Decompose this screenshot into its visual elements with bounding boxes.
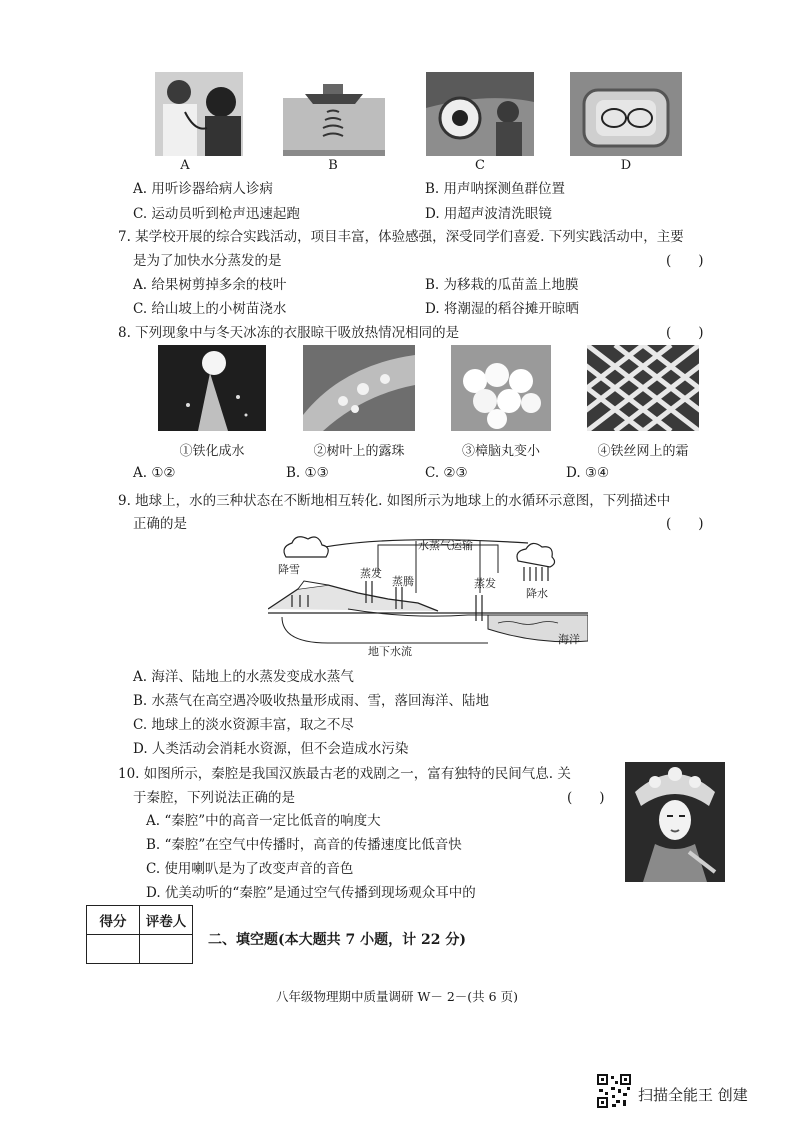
q6-option-b: B. 用声呐探测鱼群位置 <box>425 181 566 197</box>
q6-photo-a-stethoscope <box>155 72 243 156</box>
dew-leaf-icon <box>303 345 415 431</box>
diagram-label-ocean: 海洋 <box>558 633 580 646</box>
q9-answer-paren: ( ) <box>666 516 704 532</box>
q10-option-d: D. 优美动听的“秦腔”是通过空气传播到现场观众耳中的 <box>146 885 476 901</box>
q10-photo-qinqiang-performer <box>625 762 725 882</box>
q8-caption-1: ①铁化成水 <box>179 444 245 459</box>
camphor-balls-icon <box>451 345 551 431</box>
q7-option-d: D. 将潮湿的稻谷摊开晾晒 <box>425 301 579 317</box>
q10-answer-paren: ( ) <box>567 790 605 806</box>
diagram-label-vapor-transport: 水蒸气运输 <box>418 539 473 552</box>
q9-option-a: A. 海洋、陆地上的水蒸发变成水蒸气 <box>133 669 354 685</box>
score-table <box>86 905 193 964</box>
qr-code-graphic <box>596 1073 632 1109</box>
q10-option-b: B. “秦腔”在空气中传播时，高音的传播速度比低音快 <box>146 837 462 853</box>
q6-photo-d-ultrasonic-cleaner <box>570 72 682 156</box>
q10-option-a: A. “秦腔”中的高音一定比低音的响度大 <box>146 813 381 829</box>
diagram-label-groundwater: 地下水流 <box>368 645 412 658</box>
q8-option-b: B. ①③ <box>286 465 329 481</box>
grader-header: 评卷人 <box>140 906 193 935</box>
sonar-boat-icon <box>283 72 385 156</box>
score-header: 得分 <box>87 906 140 935</box>
q7-option-c: C. 给山坡上的小树苗浇水 <box>133 301 287 317</box>
q7-option-b: B. 为移栽的瓜苗盖上地膜 <box>425 277 579 293</box>
q6-label-d: D <box>620 158 632 173</box>
q6-label-c: C <box>475 158 485 173</box>
q6-label-b: B <box>328 158 338 173</box>
q8-option-d: D. ③④ <box>566 465 610 481</box>
stethoscope-scene-icon <box>155 72 243 156</box>
q8-caption-2: ②树叶上的露珠 <box>313 444 405 459</box>
q8-caption-3: ③樟脑丸变小 <box>461 444 540 459</box>
q7-option-a: A. 给果树剪掉多余的枝叶 <box>133 277 287 293</box>
q10-option-c: C. 使用喇叭是为了改变声音的音色 <box>146 861 354 877</box>
q6-photo-c-starting-gun <box>426 72 534 156</box>
score-cell <box>87 935 140 964</box>
q8-photo-camphor-balls <box>451 345 551 431</box>
q8-answer-paren: ( ) <box>666 325 704 341</box>
q6-option-c: C. 运动员听到枪声迅速起跑 <box>133 206 300 222</box>
diagram-label-evaporation-land: 蒸发 <box>360 567 382 580</box>
frost-wire-mesh-icon <box>587 345 699 431</box>
q8-photo-dew-on-leaf <box>303 345 415 431</box>
q9-option-c: C. 地球上的淡水资源丰富，取之不尽 <box>133 717 354 733</box>
section-2-heading: 二、填空题(本大题共 7 小题，计 22 分) <box>208 932 466 948</box>
page-footer: 八年级物理期中质量调研 W－ 2－(共 6 页) <box>276 989 518 1004</box>
q10-stem-line2: 于秦腔，下列说法正确的是 <box>133 790 295 806</box>
grader-cell <box>140 935 193 964</box>
qr-code-icon <box>596 1073 632 1109</box>
diagram-label-evaporation-ocean: 蒸发 <box>474 577 496 590</box>
q9-stem-line2: 正确的是 <box>133 516 187 532</box>
q8-photo-frost-on-wire <box>587 345 699 431</box>
q8-photo-iron-melting <box>158 345 266 431</box>
q7-stem-line1: 7. 某学校开展的综合实践活动，项目丰富，体验感强，深受同学们喜爱. 下列实践活动中，主要 <box>118 229 684 245</box>
q8-caption-4: ④铁丝网上的霜 <box>597 444 689 459</box>
starting-gun-icon <box>426 72 534 156</box>
q6-option-d: D. 用超声波清洗眼镜 <box>425 206 552 222</box>
scanner-brand-text: 扫描全能王 创建 <box>638 1086 748 1104</box>
glasses-cleaner-icon <box>570 72 682 156</box>
opera-performer-icon <box>625 762 725 882</box>
q6-photo-b-sonar <box>283 72 385 156</box>
q6-label-a: A <box>180 158 190 173</box>
q9-option-b: B. 水蒸气在高空遇冷吸收热量形成雨、雪，落回海洋、陆地 <box>133 693 490 709</box>
q7-stem-line2: 是为了加快水分蒸发的是 <box>133 253 282 269</box>
q9-option-d: D. 人类活动会消耗水资源，但不会造成水污染 <box>133 741 409 757</box>
diagram-label-precipitation: 降水 <box>526 587 548 600</box>
q9-stem-line1: 9. 地球上，水的三种状态在不断地相互转化. 如图所示为地球上的水循环示意图，下列描述中 <box>118 493 671 509</box>
diagram-label-snowfall: 降雪 <box>278 563 300 576</box>
q8-option-c: C. ②③ <box>425 465 468 481</box>
q10-stem-line1: 10. 如图所示，秦腔是我国汉族最古老的戏剧之一，富有独特的民间气息. 关 <box>118 766 571 782</box>
q7-answer-paren: ( ) <box>666 253 704 269</box>
diagram-label-transpiration: 蒸腾 <box>392 575 414 588</box>
q8-option-a: A. ①② <box>133 465 176 481</box>
molten-iron-icon <box>158 345 266 431</box>
q8-stem: 8. 下列现象中与冬天冰冻的衣服晾干吸放热情况相同的是 <box>118 325 460 341</box>
water-cycle-diagram <box>268 533 588 657</box>
q6-option-a: A. 用听诊器给病人诊病 <box>133 181 273 197</box>
